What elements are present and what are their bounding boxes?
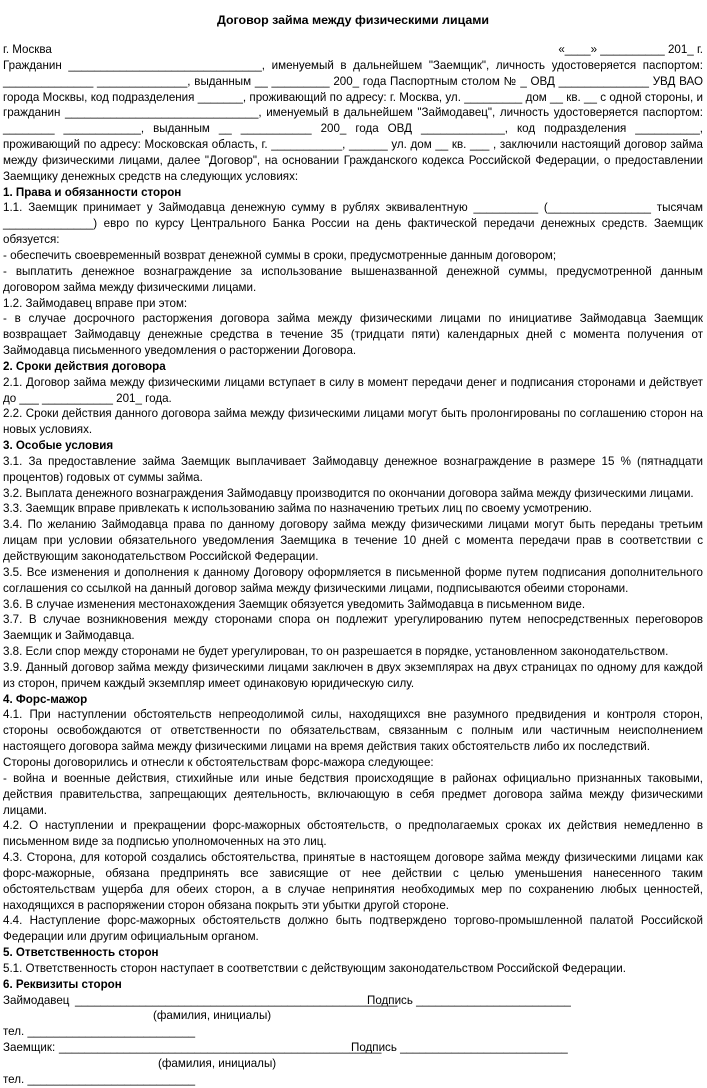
clause-4-1-item: - война и военные действия, стихийные или иные бедствия происходящие в районах официально признанных таковыми, действия правительства, запрещающих деятельность, включающую в себя предмет договора займа между физическими лицами. <box>3 771 703 817</box>
lender-caption-row <box>3 1008 703 1024</box>
clause-3-1: 3.1. За предоставление займа Заемщик выплачивает Займодавцу денежное вознаграждение в размере 15 % (пятнадцати процентов) годовых от суммы займа. <box>3 454 703 484</box>
lender-signature: Подпись ________________________ <box>367 993 571 1007</box>
clause-4-1: 4.1. При наступлении обстоятельств непреодолимой силы, находящихся вне разумного предвидения и контроля сторон, стороны освобождаются от ответственности по обязательствам, связанным с полным или частичным неисполнением настоящего договора займа между физическими лицами на время действия таких обстоятельств либо их последствий. <box>3 708 703 754</box>
clause-4-1-note: Стороны договорились и отнесли к обстоятельствам форс-мажора следующее: <box>3 755 434 769</box>
borrower-label: Заемщик: <box>3 1041 56 1055</box>
borrower-signature-row <box>3 1040 703 1056</box>
clause-1-1: 1.1. Заемщик принимает у Займодавца денежную сумму в рублях эквивалентную __________ (________________ тысячам ______________) евро по курсу Центрального Банка России на день фактической передачи денежных средств. Заемщик обязуется: <box>3 201 703 247</box>
section-6-heading: 6. Реквизиты сторон <box>3 977 122 991</box>
clause-3-5: 3.5. Все изменения и дополнения к данному Договору оформляется в письменной форме путем подписания дополнительного соглашения со ссылкой на данный договор займа между физическими лицами, подписываются обеими сторонами. <box>3 565 703 595</box>
section-3-heading: 3. Особые условия <box>3 439 114 453</box>
lender-signature-row <box>3 993 703 1009</box>
contract-date: «____» __________ 201_ г. <box>558 43 703 56</box>
clause-3-2: 3.2. Выплата денежного вознаграждения Займодавцу производится по окончании договора займа между физическими лицами. <box>3 486 694 500</box>
lender-name-caption: (фамилия, инициалы) <box>153 1009 272 1023</box>
clause-4-4: 4.4. Наступление форс-мажорных обстоятельств должно быть подтверждено торгово-промышленной палатой Российской Федерации или другим официальным органом. <box>3 914 703 944</box>
section-1-heading: 1. Права и обязанности сторон <box>3 185 182 199</box>
section-5-heading: 5. Ответственность сторон <box>3 946 159 960</box>
section-4-heading: 4. Форс-мажор <box>3 692 88 706</box>
borrower-name-line: __________________________________________________ <box>59 1041 382 1055</box>
section-2-heading: 2. Сроки действия договора <box>3 359 166 373</box>
clause-5-1: 5.1. Ответственность сторон наступает в соответствии с действующим законодательством Российской Федерации. <box>3 961 626 975</box>
preamble: Гражданин ______________________________, именуемый в дальнейшем "Заемщик", личность удостоверяется паспортом: ______________ ______________, выданным __ _________ 200_ года Паспортным столом № _ ОВД ______________ УВД ВАО города Москвы, код подразделения _______, проживающий по адресу: г. Москва, ул. _________ дом __ кв. __ с одной стороны, и гражданин ______________________________, именуемый в дальнейшем "Займодавец", личность удостоверяется паспортом: ________ ____________, выданным __ ___________ 200_ года ОВД _____________, код подразделения __________, проживающий по адресу: Московская область, г. ___________, ______ ул. дом __ кв. ___ , заключили настоящий договор займа между физическими лицами, далее "Договор", на основании Гражданского кодекса Российской Федерации, о предоставлении Заемщику денежных средств на следующих условиях: <box>3 58 703 183</box>
borrower-phone: тел. __________________________ <box>3 1072 196 1086</box>
city-date-row <box>3 42 703 58</box>
clause-1-1-item-a: - обеспечить своевременный возврат денежной суммы в сроки, предусмотренные данным договором; <box>3 248 557 262</box>
clause-3-7: 3.7. В случае возникновения между сторонами спора он подлежит урегулированию путем непосредственных переговоров Заемщик и Займодавца. <box>3 613 703 643</box>
lender-name-line: __________________________________________________ <box>75 993 398 1007</box>
borrower-name-caption: (фамилия, инициалы) <box>158 1057 277 1070</box>
clause-1-2-item: - в случае досрочного расторжения договора займа между физическими лицами по инициативе Займодавца Заемщик возвращает Займодавцу денежные средства в течение 35 (тридцати пяти) календарных дней с момента получения от Займодавца письменного уведомления о расторжении Договора. <box>3 312 703 358</box>
clause-2-2: 2.2. Сроки действия данного договора займа между физическими лицами могут быть пролонгированы по соглашению сторон на новых условиях. <box>3 407 703 437</box>
clause-3-3: 3.3. Заемщик вправе привлекать к использованию займа по назначению третьих лиц по своему усмотрению. <box>3 502 592 516</box>
borrower-signature: Подпись __________________________ <box>351 1041 568 1055</box>
clause-3-8: 3.8. Если спор между сторонами не будет урегулирован, то он разрешается в порядке, установленном законодательством. <box>3 645 669 659</box>
clause-1-2: 1.2. Займодавец вправе при этом: <box>3 296 188 310</box>
city: г. Москва <box>3 43 52 56</box>
clause-3-4: 3.4. По желанию Займодавца права по данному договору займа между физическими лицами могут быть переданы третьим лицам при условии обязательного уведомления Заемщика в течение 10 дней с момента передачи прав в соответствии с действующим законодательством Российской Федерации. <box>3 518 703 563</box>
clause-3-9: 3.9. Данный договор займа между физическими лицами заключен в двух экземплярах на двух страницах по одному для каждой из сторон, причем каждый экземпляр имеет одинаковую юридическую силу. <box>3 660 703 690</box>
document-title: Договор займа между физическими лицами <box>216 13 490 27</box>
lender-label: Займодавец <box>3 993 70 1007</box>
lender-phone: тел. __________________________ <box>3 1025 196 1039</box>
clause-4-3: 4.3. Сторона, для которой создались обстоятельства, принятые в настоящем договоре займа между физическими лицами как форс-мажорные, обязана предпринять все зависящие от нее действии с целью уменьшения нанесенного таким обстоятельствам ущерба для обеих сторон, а в случае непринятия необходимых мер по сохранению любых ценностей, находящихся в распоряжении сторон обязана покрыть эти убытки другой стороне. <box>3 851 703 912</box>
borrower-caption-row <box>3 1056 703 1072</box>
clause-3-6: 3.6. В случае изменения местонахождения Заемщик обязуется уведомить Займодавца в письменном виде. <box>3 597 586 611</box>
clause-1-1-item-b: - выплатить денежное вознаграждение за использование вышеназванной денежной суммы, предусмотренной данным договором займа между физическими лицами. <box>3 264 703 294</box>
clause-4-2: 4.2. О наступлении и прекращении форс-мажорных обстоятельств, о предполагаемых сроках их действия немедленно в письменном виде за подписью уполномоченных на это лиц. <box>3 819 703 849</box>
clause-2-1: 2.1. Договор займа между физическими лицами вступает в силу в момент передачи денег и подписания сторонами и действует до ___ ___________ 201_ года. <box>3 375 703 405</box>
